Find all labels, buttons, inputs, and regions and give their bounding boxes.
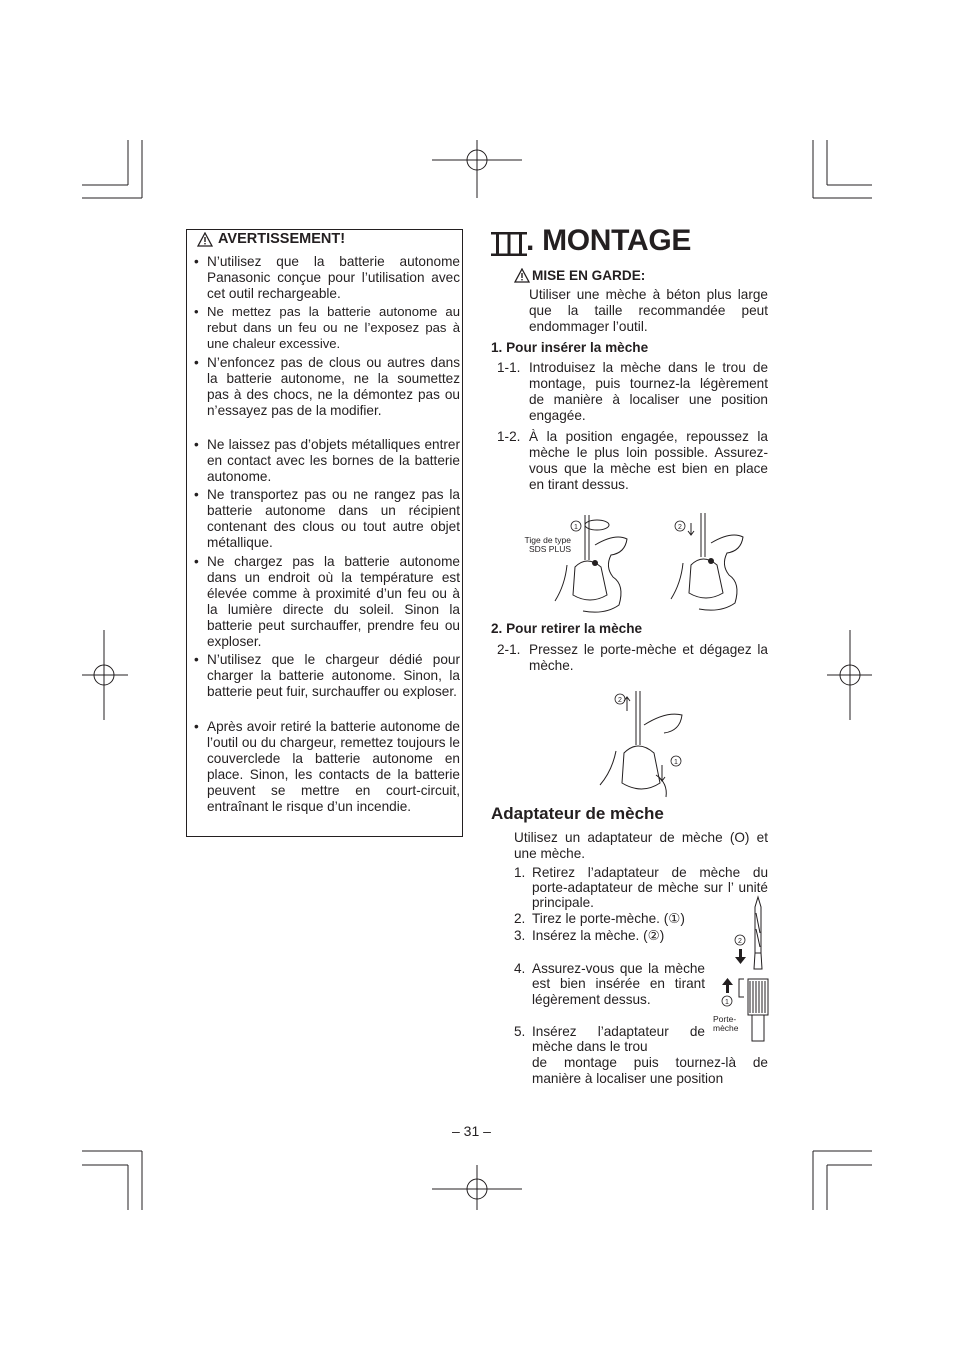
section-title: . MONTAGE — [526, 224, 692, 257]
warning-item: • Après avoir retiré la batterie autonome de l’outil ou du chargeur, remettez toujours le couverclede la batterie autonome en place. Sinon, les contacts de la batterie peuvent se mettre en court-circuit, entraînant le risque d’un incendie. — [194, 719, 460, 814]
warning-item: • Ne laissez pas d’objets métalliques entrer en contact avec les bornes de la batterie autonome. — [194, 437, 460, 484]
adapter-step: 4. Assurez-vous que la mèche est bien insérée en tirant légèrement dessus. — [514, 961, 705, 1007]
remove-heading: 2. Pour retirer la mèche — [491, 621, 643, 636]
marker-2-label: 2 — [678, 524, 682, 531]
caution-title: MISE EN GARDE: — [532, 268, 646, 283]
sds-label: Tige de type SDS PLUS — [524, 535, 571, 554]
caution-triangle-icon — [514, 268, 530, 283]
adapter-step-continued: de montage puis tournez-là de manière à localiser une position — [532, 1055, 768, 1086]
holder-label: Porte- mèche — [713, 1014, 739, 1033]
insert-heading: 1. Pour insérer la mèche — [491, 340, 649, 355]
warning-triangle-icon — [197, 232, 213, 247]
warning-title: AVERTISSEMENT! — [218, 231, 346, 247]
adapter-intro: Utilisez un adaptateur de mèche (O) et une mèche. — [514, 830, 768, 861]
insert-bit-illustration — [515, 505, 745, 620]
remove-bit-illustration — [596, 685, 696, 800]
warning-item: • Ne transportez pas ou ne rangez pas la batterie autonome dans un récipient contenant des clous ou tout autre objet métallique. — [194, 487, 460, 550]
warning-heading — [197, 231, 345, 247]
remove-step: 2-1. Pressez le porte-mèche et dégagez la mèche. — [497, 642, 768, 673]
warning-item: • N’enfoncez pas de clous ou autres dans la batterie autonome, ne la soumettez pas à des chocs, ne la démontez pas ou n’essayez pas de la modifier. — [194, 355, 460, 418]
marker-2-label: 2 — [618, 697, 622, 704]
adapter-heading: Adaptateur de mèche — [491, 804, 664, 823]
warning-item: • Ne chargez pas la batterie autonome dans un endroit où la température est élevée comme à proximité d’un feu ou à la lumière directe du soleil. Sinon la batterie peut surchauffer, prendre feu ou exploser. — [194, 554, 460, 649]
marker-1-label: 1 — [674, 759, 678, 766]
warning-item: • N’utilisez que la batterie autonome Panasonic conçue pour l’utilisation avec cet outil rechargeable. — [194, 254, 460, 301]
page-number: – 31 – — [452, 1123, 491, 1139]
insert-step: 1-2. À la position engagée, repoussez la mèche le plus loin possible. Assurez-vous que la mèche est bien en place en tirant dessus. — [497, 429, 768, 492]
insert-step: 1-1. Introduisez la mèche dans le trou de montage, puis tournez-la légèrement de manière à localiser une position engagée. — [497, 360, 768, 423]
adapter-step: 5. Insérez l’adaptateur de mèche dans le trou — [514, 1024, 705, 1054]
caution-heading — [514, 268, 645, 283]
section-numeral — [491, 232, 531, 256]
adapter-step: 2. Tirez le porte-mèche. (①) — [514, 911, 685, 926]
marker-2-label: 2 — [738, 938, 742, 945]
adapter-step: 3. Insérez la mèche. (②) — [514, 928, 665, 943]
warning-item: • N’utilisez que le chargeur dédié pour charger la batterie autonome. Sinon, la batterie peut fuir, surchauffer ou exploser. — [194, 652, 460, 699]
marker-1-label: 1 — [574, 524, 578, 531]
caution-text: Utiliser une mèche à béton plus large que la taille recommandée peut endommager l’outil. — [529, 287, 768, 334]
adapter-step: 1. Retirez l’adaptateur de mèche du porte-adaptateur de mèche sur l’ unité principale. — [514, 865, 768, 910]
warning-item: • Ne mettez pas la batterie autonome au rebut dans un feu ou ne l’exposez pas à une chaleur excessive. — [194, 304, 460, 351]
marker-1-label: 1 — [725, 999, 729, 1006]
